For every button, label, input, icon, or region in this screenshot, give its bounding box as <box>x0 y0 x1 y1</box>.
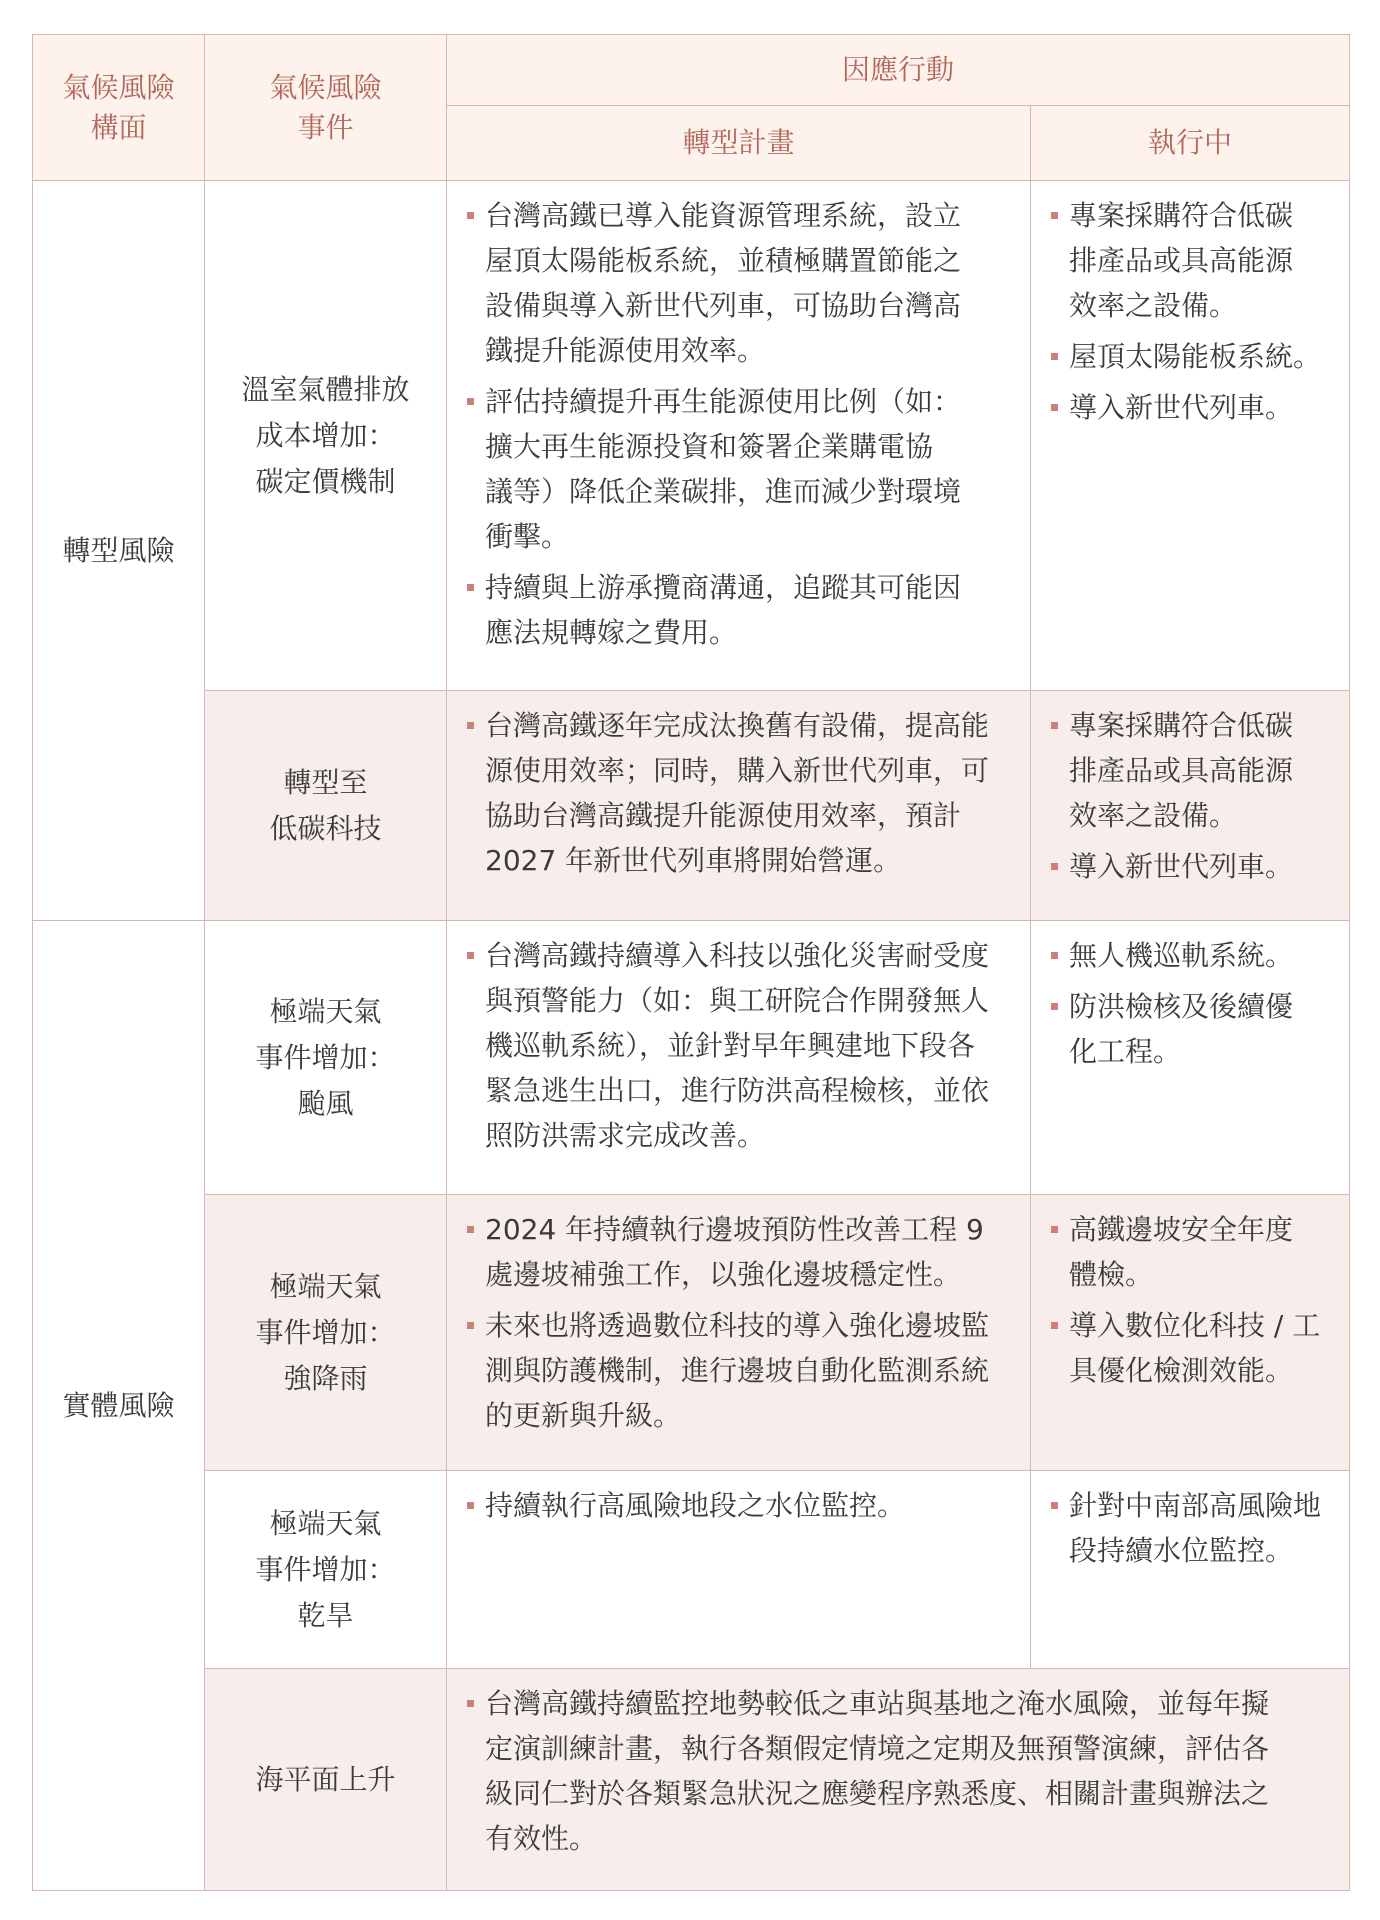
table-container <box>32 34 1349 1891</box>
list-item: 台灣高鐵逐年完成汰換舊有設備，提高能 源使用效率；同時，購入新世代列車，可 協助台灣高鐵提升能源使用效率，預計 2027 年新世代列車將開始營運。 <box>461 703 1018 883</box>
in-progress-cell <box>1031 181 1350 691</box>
category-cell: 實體風險 <box>33 921 205 1891</box>
header-category: 氣候風險 構面 <box>33 35 205 181</box>
list-item: 專案採購符合低碳 排產品或具高能源 效率之設備。 <box>1045 193 1337 328</box>
event-cell: 轉型至 低碳科技 <box>205 691 447 921</box>
list-item: 2024 年持續執行邊坡預防性改善工程 9 處邊坡補強工作，以強化邊坡穩定性。 <box>461 1207 1018 1297</box>
list-item: 專案採購符合低碳 排產品或具高能源 效率之設備。 <box>1045 703 1337 838</box>
event-cell: 溫室氣體排放 成本增加： 碳定價機制 <box>205 181 447 691</box>
list-item: 針對中南部高風險地 段持續水位監控。 <box>1045 1483 1337 1573</box>
list-item: 導入新世代列車。 <box>1045 844 1337 889</box>
list-item: 台灣高鐵持續導入科技以強化災害耐受度 與預警能力（如：與工研院合作開發無人 機巡軌系統），並針對早年興建地下段各 緊急逃生出口，進行防洪高程檢核，並依 照防洪需求完成改善。 <box>461 933 1018 1158</box>
list-item: 持續與上游承攬商溝通，追蹤其可能因 應法規轉嫁之費用。 <box>461 565 1018 655</box>
table-row <box>33 1669 1350 1891</box>
event-cell: 極端天氣 事件增加： 乾旱 <box>205 1471 447 1669</box>
in-progress-cell <box>1031 1471 1350 1669</box>
list-item: 高鐵邊坡安全年度 體檢。 <box>1045 1207 1337 1297</box>
climate-risk-table <box>32 34 1350 1891</box>
list-item: 持續執行高風險地段之水位監控。 <box>461 1483 1018 1528</box>
header-plan: 轉型計畫 <box>447 106 1031 181</box>
event-cell: 極端天氣 事件增加： 颱風 <box>205 921 447 1195</box>
plan-cell <box>447 1471 1031 1669</box>
header-response: 因應行動 <box>447 35 1350 106</box>
list-item: 導入數位化科技 / 工 具優化檢測效能。 <box>1045 1303 1337 1393</box>
in-progress-cell <box>1031 691 1350 921</box>
header-event: 氣候風險 事件 <box>205 35 447 181</box>
list-item: 無人機巡軌系統。 <box>1045 933 1337 978</box>
table-row <box>33 1195 1350 1471</box>
combined-action-cell <box>447 1669 1350 1891</box>
list-item: 台灣高鐵已導入能資源管理系統，設立 屋頂太陽能板系統，並積極購置節能之 設備與導入新世代列車，可協助台灣高 鐵提升能源使用效率。 <box>461 193 1018 373</box>
list-item: 防洪檢核及後續優 化工程。 <box>1045 984 1337 1074</box>
list-item: 導入新世代列車。 <box>1045 385 1337 430</box>
table-row <box>33 181 1350 691</box>
plan-cell <box>447 1195 1031 1471</box>
list-item: 評估持續提升再生能源使用比例（如： 擴大再生能源投資和簽署企業購電協 議等）降低企業碳排，進而減少對環境 衝擊。 <box>461 379 1018 559</box>
table-row <box>33 1471 1350 1669</box>
in-progress-cell <box>1031 1195 1350 1471</box>
category-cell: 轉型風險 <box>33 181 205 921</box>
plan-cell <box>447 691 1031 921</box>
plan-cell <box>447 181 1031 691</box>
header-in-progress: 執行中 <box>1031 106 1350 181</box>
event-cell: 海平面上升 <box>205 1669 447 1891</box>
list-item: 屋頂太陽能板系統。 <box>1045 334 1337 379</box>
table-row <box>33 691 1350 921</box>
event-cell: 極端天氣 事件增加： 強降雨 <box>205 1195 447 1471</box>
list-item: 台灣高鐵持續監控地勢較低之車站與基地之淹水風險，並每年擬 定演訓練計畫，執行各類假定情境之定期及無預警演練，評估各 級同仁對於各類緊急狀況之應變程序熟悉度、相關計畫與辦法之 有效性。 <box>461 1681 1337 1861</box>
in-progress-cell <box>1031 921 1350 1195</box>
table-row <box>33 921 1350 1195</box>
list-item: 未來也將透過數位科技的導入強化邊坡監 測與防護機制，進行邊坡自動化監測系統 的更新與升級。 <box>461 1303 1018 1438</box>
plan-cell <box>447 921 1031 1195</box>
